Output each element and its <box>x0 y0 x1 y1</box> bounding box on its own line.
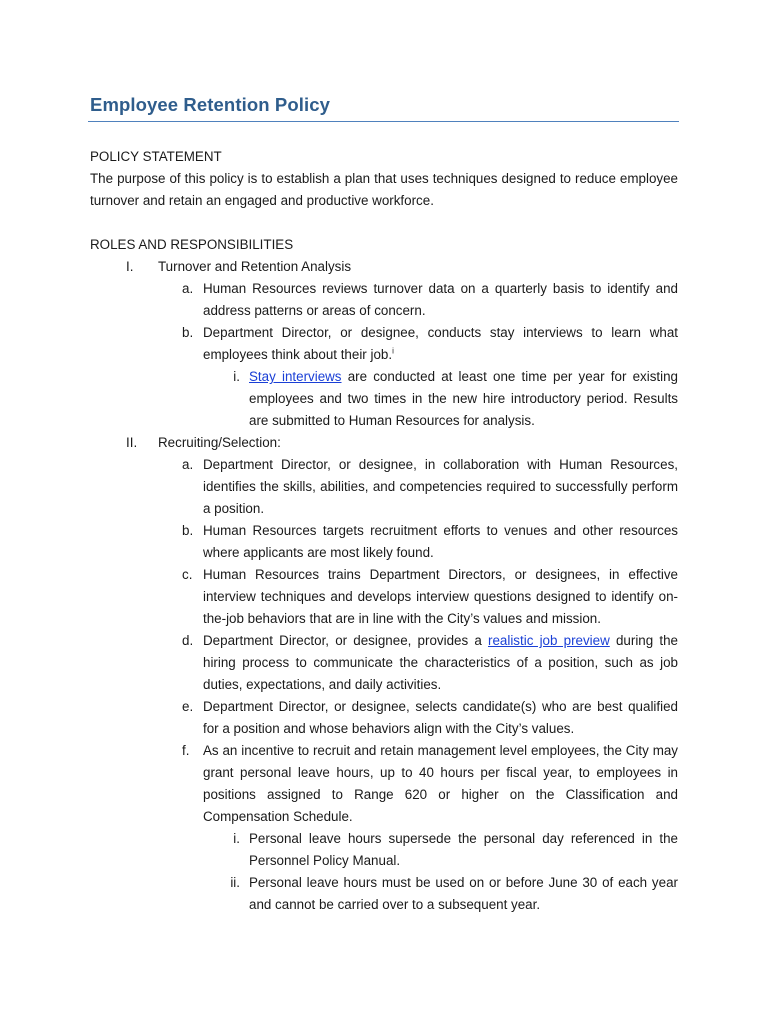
item-numeral: i. <box>233 369 240 384</box>
item-text: Department Director, or designee, provides a <box>203 633 488 648</box>
section-turnover <box>90 256 678 278</box>
list-item <box>90 696 678 740</box>
spacer <box>90 212 678 234</box>
sub-list-item <box>90 872 678 916</box>
item-numeral: i. <box>233 831 240 846</box>
section-number: I. <box>126 259 134 274</box>
item-text: Personal leave hours must be used on or before June 30 of each year and cannot be carried over to a subsequent year. <box>249 875 678 912</box>
item-letter: a. <box>182 457 194 472</box>
roles-heading: ROLES AND RESPONSIBILITIES <box>90 237 294 252</box>
item-letter: c. <box>182 567 193 582</box>
item-text: are conducted at least one time per year for existing employees and two times in the new hire introductory period. Results are submitted to Human Resources for analysis. <box>249 369 678 428</box>
stay-interviews-link[interactable]: Stay interviews <box>249 369 342 384</box>
item-text: Human Resources targets recruitment efforts to venues and other resources where applicants are most likely found. <box>203 523 678 560</box>
realistic-job-preview-link[interactable]: realistic job preview <box>488 633 610 648</box>
item-letter: b. <box>182 523 194 538</box>
item-text: As an incentive to recruit and retain management level employees, the City may grant personal leave hours, up to 40 hours per fiscal year, to employees in positions assigned to Range 620 or higher on the Classification and Compensation Schedule. <box>203 743 678 824</box>
item-text: Department Director, or designee, selects candidate(s) who are best qualified for a position and whose behaviors align with the City’s values. <box>203 699 678 736</box>
item-letter: d. <box>182 633 194 648</box>
item-text: during the hiring process to communicate the characteristics of a position, such as job duties, expectations, and daily activities. <box>203 633 678 692</box>
item-text: Department Director, or designee, in collaboration with Human Resources, identifies the skills, abilities, and competencies required to successfully perform a position. <box>203 457 678 516</box>
list-item <box>90 740 678 828</box>
item-text: Department Director, or designee, conducts stay interviews to learn what employees think about their job. <box>203 325 678 362</box>
list-item <box>90 454 678 520</box>
sub-list-item <box>90 366 678 432</box>
sub-list-item <box>90 828 678 872</box>
section-title: Turnover and Retention Analysis <box>158 259 352 274</box>
section-recruiting <box>90 432 678 454</box>
item-text: Human Resources trains Department Directors, or designees, in effective interview techniques and develops interview questions designed to identify on-the-job behaviors that are in line with the City’s values and mission. <box>203 567 678 626</box>
item-letter: e. <box>182 699 194 714</box>
item-letter: a. <box>182 281 194 296</box>
item-letter: f. <box>182 743 190 758</box>
policy-statement-text: The purpose of this policy is to establish a plan that uses techniques designed to reduce employee turnover and retain an engaged and productive workforce. <box>90 171 678 208</box>
document-body <box>90 146 678 916</box>
list-item <box>90 278 678 322</box>
title-divider <box>88 121 679 122</box>
list-item <box>90 630 678 696</box>
item-text: Human Resources reviews turnover data on a quarterly basis to identify and address patterns or areas of concern. <box>203 281 678 318</box>
list-item <box>90 322 678 366</box>
footnote-marker[interactable]: i <box>392 346 394 356</box>
item-numeral: ii. <box>230 875 240 890</box>
item-text: Personal leave hours supersede the personal day referenced in the Personnel Policy Manual. <box>249 831 678 868</box>
item-letter: b. <box>182 325 194 340</box>
list-item <box>90 564 678 630</box>
section-title: Recruiting/Selection: <box>158 435 281 450</box>
list-item <box>90 520 678 564</box>
document-title: Employee Retention Policy <box>90 94 330 115</box>
section-number: II. <box>126 435 138 450</box>
policy-statement-heading: POLICY STATEMENT <box>90 149 222 164</box>
